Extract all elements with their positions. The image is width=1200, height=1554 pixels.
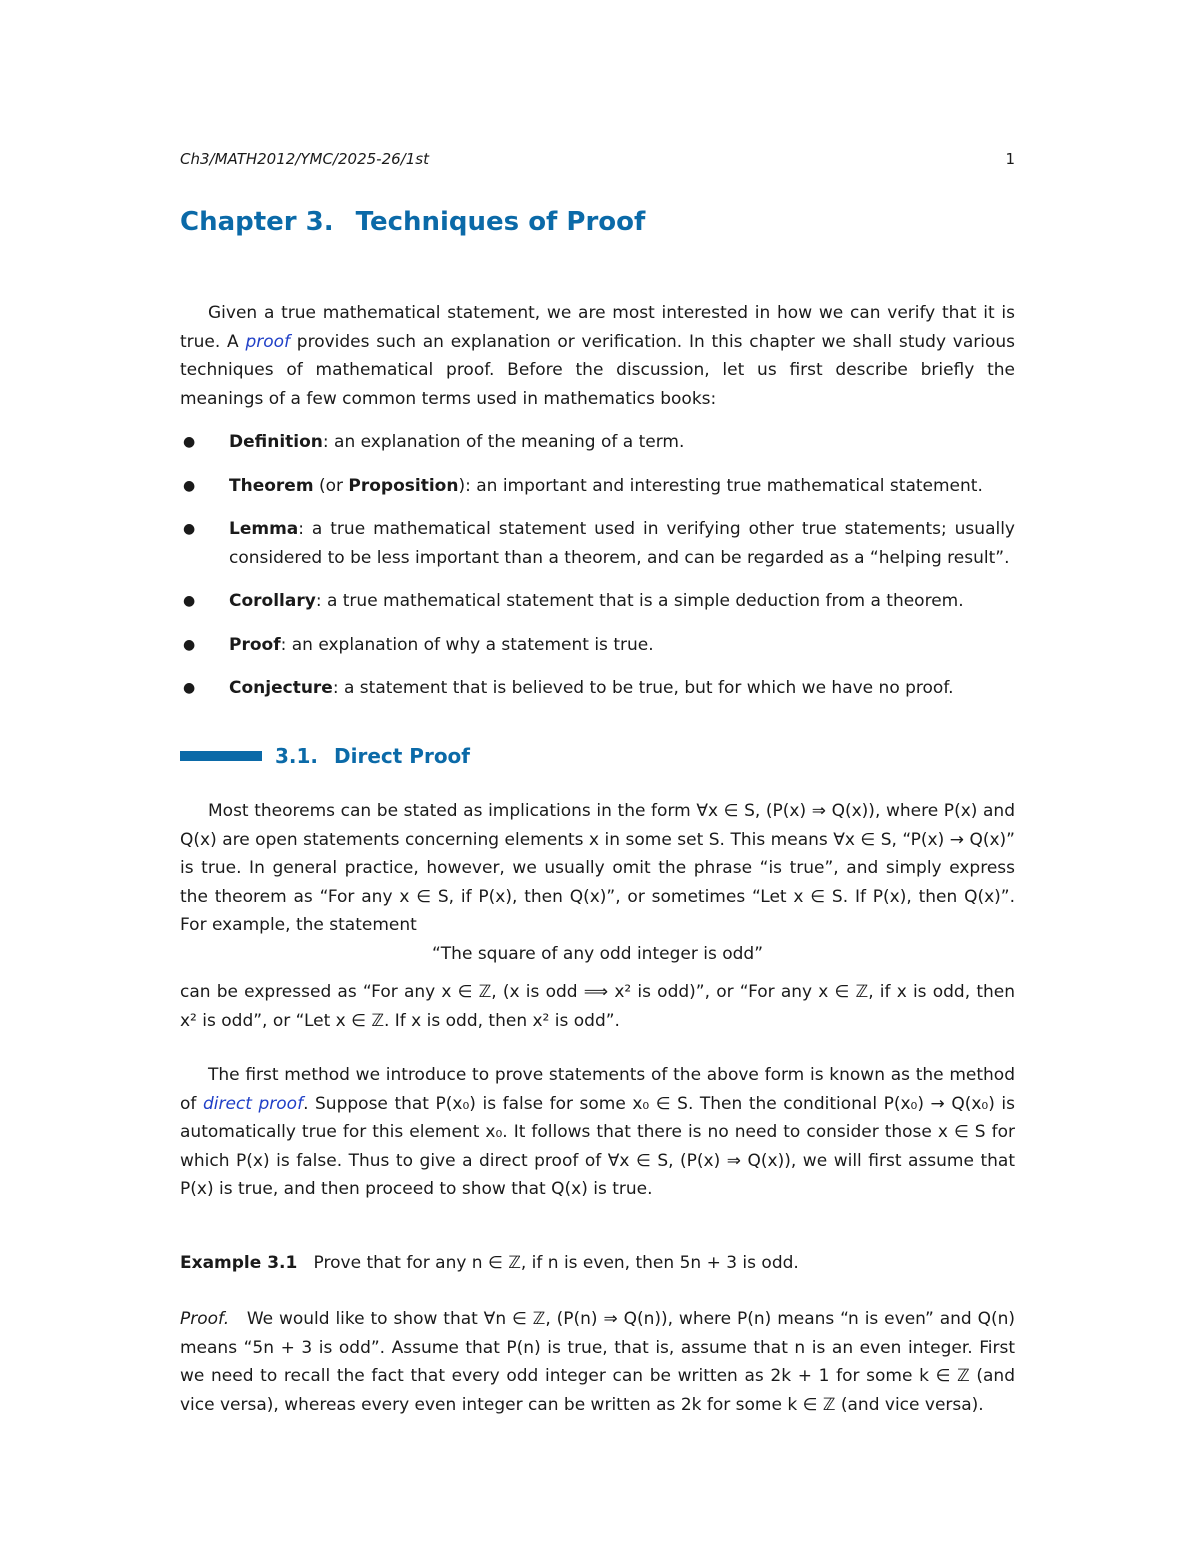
example-text: Prove that for any n ∈ ℤ, if n is even, then 5n + 3 is odd.	[313, 1253, 799, 1273]
running-title: Ch3/MATH2012/YMC/2025-26/1st	[180, 150, 429, 168]
bullet-icon: ●	[183, 680, 196, 696]
list-item	[180, 472, 1015, 501]
bullet-icon: ●	[183, 593, 196, 609]
term-description: : an explanation of why a statement is true.	[280, 634, 654, 655]
method-paragraph	[180, 1061, 1015, 1204]
intro-text-1: Given a true mathematical statement, we are most interested in how we can verify that it is true. A	[180, 303, 1015, 352]
bullet-icon: ●	[183, 434, 196, 450]
example-quote: “The square of any odd integer is odd”	[431, 943, 764, 964]
proof-term-link[interactable]: proof	[245, 331, 291, 352]
term-name: Lemma	[229, 519, 299, 539]
list-item	[180, 631, 1015, 660]
term-description: : a statement that is believed to be true, but for which we have no proof.	[332, 678, 954, 698]
direct-proof-paragraph	[180, 797, 1015, 968]
term-name: Theorem	[229, 475, 314, 496]
expression-paragraph	[180, 978, 1015, 1035]
section-title	[275, 744, 470, 768]
term-description: : an explanation of the meaning of a term.	[322, 432, 685, 452]
section-number: 3.1.	[275, 744, 319, 768]
proof-block	[180, 1305, 1015, 1419]
term-name: Corollary	[229, 591, 316, 611]
intro-paragraph	[180, 299, 1015, 413]
section-heading	[180, 744, 470, 768]
term-description: : a true mathematical statement used in verifying other true statements; usually considered to be less important than a theorem, and can be regarded as a “helping result”.	[229, 519, 1015, 568]
bullet-icon: ●	[183, 636, 196, 653]
terms-list	[180, 428, 1015, 718]
term-name: Definition	[229, 432, 323, 452]
term-name-alt: Proposition	[348, 475, 459, 496]
list-item	[180, 587, 1015, 616]
term-description: : a true mathematical statement that is a simple deduction from a theorem.	[315, 591, 964, 611]
bullet-icon: ●	[183, 521, 196, 537]
section-bar	[180, 751, 262, 761]
chapter-title	[180, 207, 645, 237]
list-item	[180, 674, 1015, 703]
method-text-2: . Suppose that P(x₀) is false for some x₀ ∈ S. Then the conditional P(x₀) → Q(x₀) is automatically true for this element x₀. It follows that there is no need to consider those x ∈ S for which P(x) is false. Thus to give a direct proof of ∀x ∈ S, (P(x) ⇒ Q(x)), we will first assume that P(x) is true, and then proceed to show that Q(x) is true.	[180, 1093, 1016, 1199]
bullet-icon: ●	[183, 477, 196, 494]
term-name: Proof	[229, 634, 281, 655]
running-header	[180, 150, 1015, 168]
implication-text: Most theorems can be stated as implications in the form ∀x ∈ S, (P(x) ⇒ Q(x)), where P(x) and Q(x) are open statements concerning elements x in some set S. This means ∀x ∈ S, “P(x) → Q(x)” is true. In general practice, however, we usually omit the phrase “is true”, and simply express the theorem as “For any x ∈ S, if P(x), then Q(x)”, or sometimes “Let x ∈ S. If P(x), then Q(x)”. For example, the statement	[180, 801, 1015, 935]
example-block	[180, 1249, 1015, 1278]
direct-proof-term-link[interactable]: direct proof	[202, 1093, 304, 1114]
chapter-number: Chapter 3.	[180, 207, 334, 237]
expression-text: can be expressed as “For any x ∈ ℤ, (x is odd ⟹ x² is odd)”, or “For any x ∈ ℤ, if x is odd, then x² is odd”, or “Let x ∈ ℤ. If x is odd, then x² is odd”.	[180, 982, 1015, 1031]
intro-text-2: provides such an explanation or verification. In this chapter we shall study various techniques of mathematical proof. Before the discussion, let us first describe briefly the meanings of a few common terms used in mathematics books:	[180, 331, 1016, 409]
proof-text: We would like to show that ∀n ∈ ℤ, (P(n) ⇒ Q(n)), where P(n) means “n is even” and Q(n) means “5n + 3 is odd”. Assume that P(n) is true, that is, assume that n is an even integer. First we need to recall the fact that every odd integer can be written as 2k + 1 for some k ∈ ℤ (and vice versa), whereas every even integer can be written as 2k for some k ∈ ℤ (and vice versa).	[180, 1309, 1015, 1415]
list-item	[180, 515, 1015, 572]
list-item	[180, 428, 1015, 457]
term-connector: (or	[313, 475, 349, 496]
term-name: Conjecture	[229, 678, 333, 698]
section-name: Direct Proof	[334, 744, 470, 768]
proof-label: Proof.	[180, 1309, 230, 1329]
example-label: Example 3.1	[180, 1253, 298, 1273]
chapter-name: Techniques of Proof	[355, 207, 646, 237]
term-description: ): an important and interesting true mathematical statement.	[458, 475, 983, 496]
method-text-1: The first method we introduce to prove statements of the above form is known as the method of	[180, 1065, 1015, 1114]
page-number: 1	[1005, 150, 1015, 168]
